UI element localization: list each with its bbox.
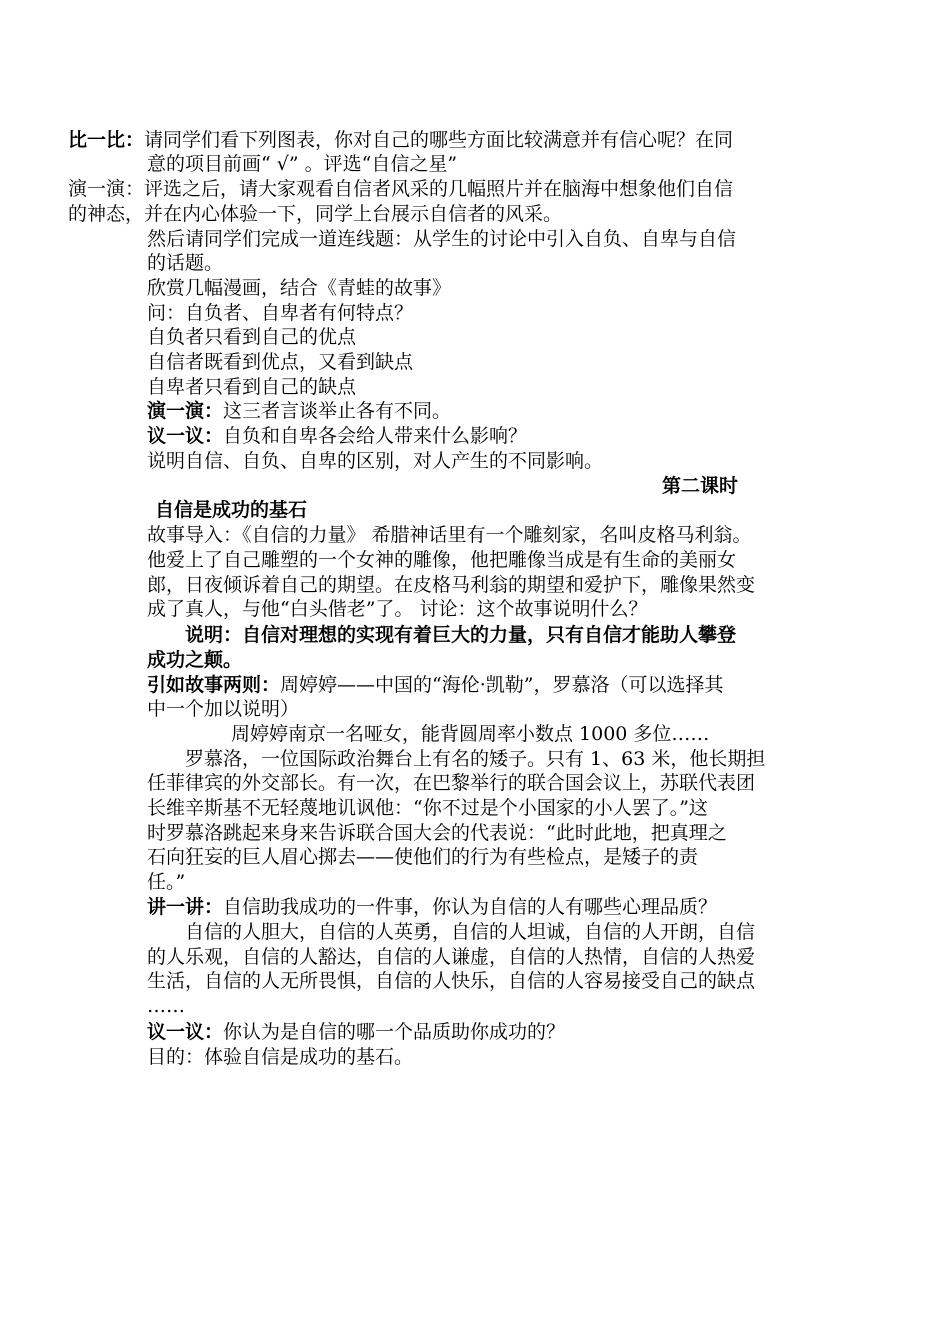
yanyiyan2-text: 这三者言谈举止各有不同。 bbox=[223, 400, 452, 422]
conclusion-line-2: 成功之颠。 bbox=[147, 649, 243, 671]
yanyiyan2-line bbox=[147, 399, 451, 424]
yanyiyan2-label: 演一演： bbox=[147, 400, 224, 422]
yiyiyi-line bbox=[147, 424, 527, 449]
bibi-line-1 bbox=[68, 128, 733, 153]
jiangyijiang-label: 讲一讲： bbox=[147, 896, 224, 918]
match-line-1: 然后请同学们完成一道连线题：从学生的讨论中引入自负、自卑与自信 bbox=[147, 228, 737, 250]
question-line: 问：自负者、自卑者有何特点？ bbox=[147, 302, 414, 324]
inferior-line: 自卑者只看到自己的缺点 bbox=[147, 376, 357, 398]
qualities-line-3: 生活，自信的人无所畏惧，自信的人快乐，自信的人容易接受自己的缺点 bbox=[147, 970, 756, 992]
qualities-line-1: 自信的人胆大，自信的人英勇，自信的人坦诚，自信的人开朗，自信 bbox=[185, 921, 756, 943]
confident-line: 自信者既看到优点，又看到缺点 bbox=[147, 351, 414, 373]
zhou-line: 周婷婷南京一名哑女，能背圆周率小数点 1000 多位…… bbox=[231, 723, 710, 745]
story-line-1: 故事导入：《自信的力量》 希腊神话里有一个雕刻家，名叫皮格马利翁。 bbox=[147, 524, 752, 546]
yanyiyan-line-2: 的神态，并在内心体验一下，同学上台展示自信者的风采。 bbox=[68, 203, 563, 225]
qualities-line-4: …… bbox=[147, 995, 185, 1017]
bibi-text: 请同学们看下列图表，你对自己的哪些方面比较满意并有信心呢？在同 bbox=[144, 129, 734, 151]
yiyiyi2-label: 议一议： bbox=[147, 1021, 224, 1043]
conceited-line: 自负者只看到自己的优点 bbox=[147, 326, 357, 348]
yiyiyi2-line bbox=[147, 1020, 565, 1045]
jiangyijiang-text: 自信助我成功的一件事，你认为自信的人有哪些心理品质？ bbox=[223, 896, 718, 918]
twostories-text: 周婷婷——中国的“海伦·凯勒”，罗慕洛（可以选择其 bbox=[280, 674, 724, 696]
romulo-line-6: 任。” bbox=[147, 871, 186, 893]
yiyiyi-text: 自负和自卑各会给人带来什么影响？ bbox=[223, 425, 528, 447]
twostories-line-2: 中一个加以说明） bbox=[147, 698, 300, 720]
romulo-line-1: 罗慕洛，一位国际政治舞台上有名的矮子。只有 1、63 米，他长期担 bbox=[185, 748, 766, 770]
romulo-line-5: 石向狂妄的巨人眉心掷去——使他们的行为有些检点，是矮子的责 bbox=[147, 846, 699, 868]
section-subtitle: 自信是成功的基石 bbox=[155, 499, 308, 521]
bibi-line-2: 意的项目前画“ √” 。评选“自信之星” bbox=[147, 153, 458, 175]
story-line-4: 成了真人，与他“白头偕老”了。 讨论：这个故事说明什么？ bbox=[147, 598, 648, 620]
bibi-label: 比一比： bbox=[68, 129, 145, 151]
jiangyijiang-line bbox=[147, 895, 717, 920]
romulo-line-3: 长维辛斯基不无轻蔑地讥讽他：“你不过是个小国家的小人罢了。”这 bbox=[147, 797, 708, 819]
yiyiyi2-text: 你认为是自信的哪一个品质助你成功的？ bbox=[223, 1021, 566, 1043]
twostories-line-1 bbox=[147, 673, 723, 698]
match-line-2: 的话题。 bbox=[147, 252, 224, 274]
yanyiyan-line-1: 演一演：评选之后，请大家观看自信者风采的几幅照片并在脑海中想象他们自信 bbox=[68, 178, 734, 200]
story-line-3: 郎，日夜倾诉着自己的期望。在皮格马利翁的期望和爱护下，雕像果然变 bbox=[147, 574, 756, 596]
romulo-line-4: 时罗慕洛跳起来身来告诉联合国大会的代表说：“此时此地，把真理之 bbox=[147, 822, 727, 844]
story-line-2: 他爱上了自己雕塑的一个女神的雕像，他把雕像当成是有生命的美丽女 bbox=[147, 549, 737, 571]
qualities-line-2: 的人乐观，自信的人豁达，自信的人谦虚，自信的人热情，自信的人热爱 bbox=[147, 946, 756, 968]
lesson-heading: 第二课时 bbox=[662, 475, 739, 497]
conclusion-line-1: 说明：自信对理想的实现有着巨大的力量，只有自信才能助人攀登 bbox=[185, 624, 737, 646]
yiyiyi-label: 议一议： bbox=[147, 425, 224, 447]
twostories-label: 引如故事两则： bbox=[147, 674, 281, 696]
purpose-line: 目的：体验自信是成功的基石。 bbox=[147, 1046, 414, 1068]
explain-line: 说明自信、自负、自卑的区别，对人产生的不同影响。 bbox=[147, 450, 604, 472]
romulo-line-2: 任菲律宾的外交部长。有一次，在巴黎举行的联合国会议上，苏联代表团 bbox=[147, 772, 756, 794]
cartoon-line: 欣赏几幅漫画，结合《青蛙的故事》 bbox=[147, 277, 452, 299]
